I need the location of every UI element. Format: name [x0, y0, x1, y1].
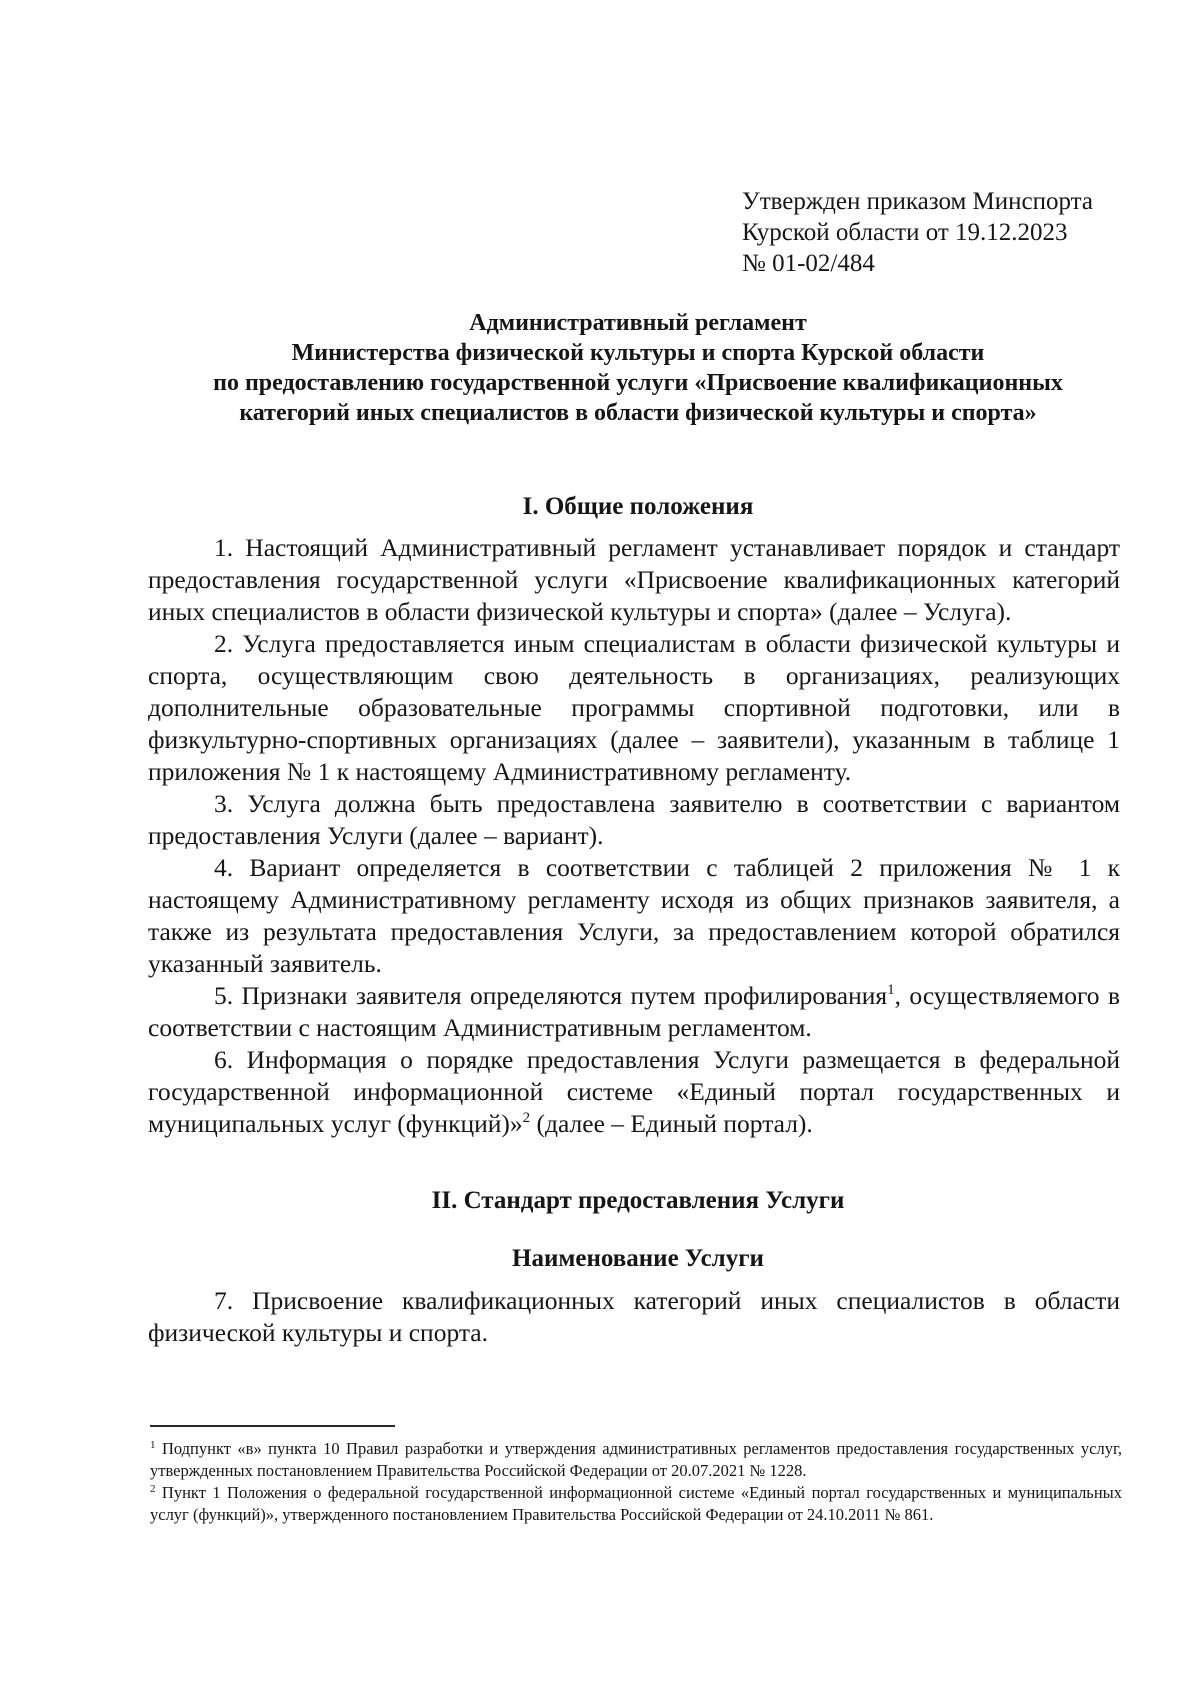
- paragraph-6: [148, 1044, 1120, 1140]
- section-1-heading: I. Общие положения: [522, 493, 754, 520]
- footnote-mark-1: 1: [150, 1439, 156, 1451]
- paragraph-6-text-tail: (далее – Единый портал).: [530, 1109, 813, 1138]
- footnote-ref-2: 2: [522, 1110, 531, 1126]
- footnote-2: [150, 1482, 1122, 1526]
- footnote-1: [150, 1438, 1122, 1482]
- paragraph-5-text: 5. Признаки заявителя определяются путем профилирования: [214, 981, 888, 1010]
- paragraph-2: 2. Услуга предоставляется иным специалистам в области физической культуры и спорта, осуществляющим свою деятельность в организациях, реализующих дополнительные образовательные программы спортивной подготовки, или в физкультурно-спортивных организациях (далее – заявители), указанным в таблице 1 приложения № 1 к настоящему Административному регламенту.: [148, 629, 1120, 786]
- approval-stamp-text: [742, 186, 1182, 279]
- title-line-3: по предоставлению государственной услуги «Присвоение квалификационных: [213, 370, 1063, 396]
- document-title: [148, 308, 1128, 428]
- footnotes: [150, 1438, 1122, 1526]
- section-2-subheading: Наименование Услуги: [512, 1245, 764, 1272]
- section-2-body: [148, 1285, 1120, 1349]
- paragraph-1: 1. Настоящий Административный регламент устанавливает порядок и стандарт предоставления государственной услуги «Присвоение квалификационных категорий иных специалистов в области физической культуры и спорта» (далее – Услуга).: [148, 533, 1120, 626]
- paragraph-5-text-tail: , осуществляемого в соответствии с настоящим Административным регламентом.: [148, 981, 1120, 1042]
- title-line-2: Министерства физической культуры и спорта Курской области: [291, 340, 985, 366]
- footnote-ref-1: 1: [887, 982, 895, 998]
- paragraph-6-text: 6. Информация о порядке предоставления Услуги размещается в федеральной государственной информационной системе «Единый портал государственных и муниципальных услуг (функций)»: [148, 1045, 1120, 1138]
- section-2-heading: II. Стандарт предоставления Услуги: [431, 1187, 845, 1214]
- approval-line-1: Утвержден приказом Минспорта: [742, 188, 1094, 215]
- paragraph-5: [148, 980, 1120, 1044]
- paragraph-3: 3. Услуга должна быть предоставлена заявителю в соответствии с вариантом предоставления Услуги (далее – вариант).: [148, 789, 1120, 850]
- section-1-body: [148, 532, 1120, 1140]
- footnote-mark-2: 2: [150, 1483, 156, 1495]
- paragraph-7: 7. Присвоение квалификационных категорий иных специалистов в области физической культуры и спорта.: [148, 1286, 1120, 1347]
- footnote-separator: [150, 1425, 395, 1427]
- approval-line-3: № 01-02/484: [742, 250, 875, 277]
- approval-line-2: Курской области от 19.12.2023: [742, 219, 1068, 246]
- footnote-2-text: Пункт 1 Положения о федеральной государственной информационной системе «Единый портал государственных и муниципальных услуг (функций)», утвержденного постановлением Правительства Российской Федерации от 24.10.2011 № 861.: [150, 1483, 1122, 1524]
- title-line-1: Административный регламент: [469, 310, 807, 336]
- title-line-4: категорий иных специалистов в области физической культуры и спорта»: [239, 400, 1037, 426]
- footnote-1-text: Подпункт «в» пункта 10 Правил разработки и утверждения административных регламентов предоставления государственных услуг, утвержденных постановлением Правительства Российской Федерации от 20.07.2021 № 1228.: [150, 1439, 1122, 1480]
- paragraph-4: 4. Вариант определяется в соответствии с таблицей 2 приложения № 1 к настоящему Административному регламенту исходя из общих признаков заявителя, а также из результата предоставления Услуги, за предоставлением которой обратился указанный заявитель.: [148, 853, 1120, 978]
